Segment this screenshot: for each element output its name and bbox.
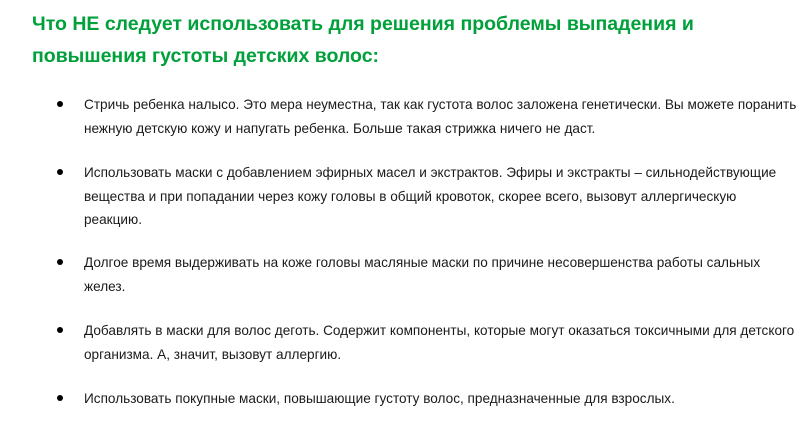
list-item-text: Использовать маски с добавлением эфирных масел и экстрактов. Эфиры и экстракты – сильнодействующие вещества и при попадании через кожу головы в общий кровоток, скорее всего, вызовут аллергическую реакцию.: [84, 165, 777, 227]
list-item-text: Использовать покупные маски, повышающие густоту волос, предназначенные для взрослых.: [84, 391, 675, 406]
list-item-text: Долгое время выдерживать на коже головы масляные маски по причине несовершенства работы сальных желез.: [84, 255, 761, 294]
bullet-icon: [57, 259, 63, 265]
bullet-icon: [57, 395, 63, 401]
list-item: [84, 93, 798, 140]
section-heading: Что НЕ следует использовать для решения проблемы выпадения и повышения густоты детских волос:: [32, 13, 694, 67]
bullet-icon: [57, 101, 63, 107]
bullet-icon: [57, 327, 63, 333]
list-item: [84, 387, 798, 411]
bullet-icon: [57, 169, 63, 175]
list-item: [84, 161, 798, 232]
list-item-text: Стричь ребенка налысо. Это мера неуместна, так как густота волос заложена генетически. Вы можете поранить нежную детскую кожу и напугать ребенка. Больше такая стрижка ничего не даст.: [84, 97, 797, 136]
list-item: [84, 251, 798, 298]
list-item: [84, 319, 798, 366]
list-item-text: Добавлять в маски для волос деготь. Содержит компоненты, которые могут оказаться токсичными для детского организма. А, значит, вызовут аллергию.: [84, 323, 795, 362]
